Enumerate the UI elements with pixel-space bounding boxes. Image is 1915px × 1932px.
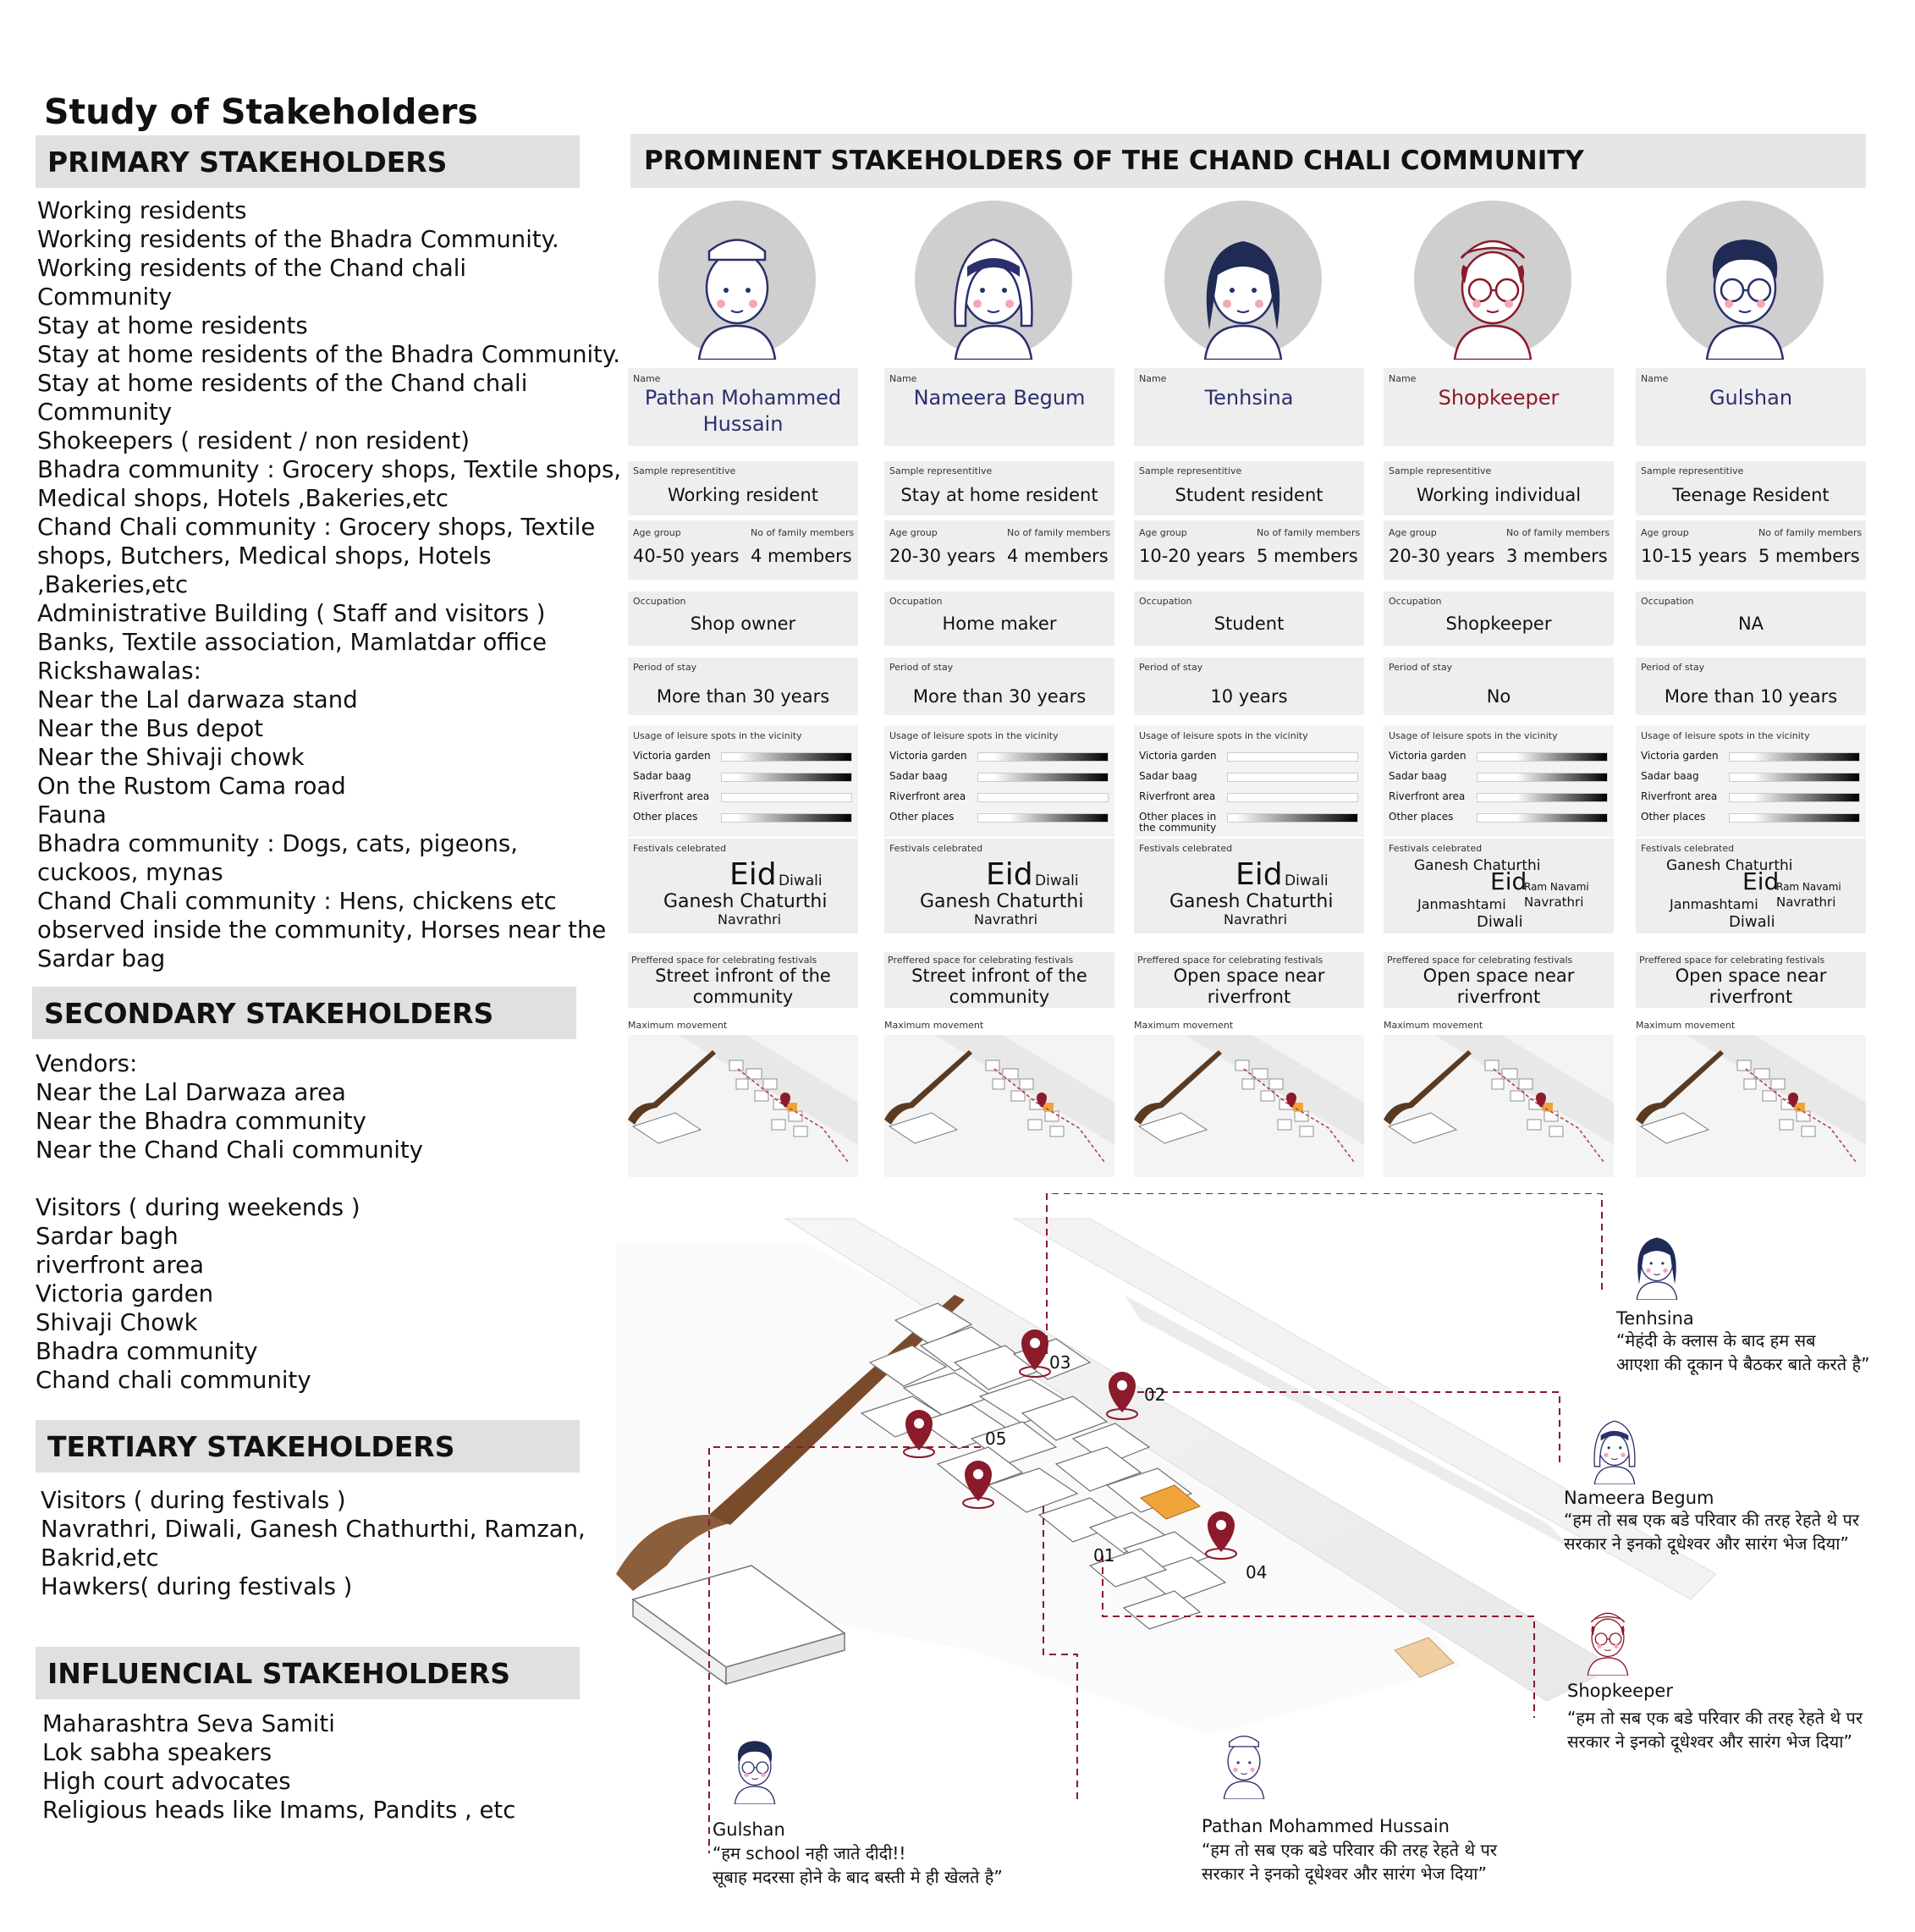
movement-map (628, 1035, 858, 1177)
festival-ganesh: Ganesh Chaturthi (1414, 857, 1541, 874)
movement-map (1134, 1035, 1364, 1177)
stakeholder-name: Tenhsina (1204, 386, 1294, 410)
leisure-label: Other places in the community (1139, 811, 1217, 834)
tertiary-line: Navrathri, Diwali, Ganesh Chathurthi, Ramzan, (41, 1516, 586, 1543)
leisure-bar (721, 752, 852, 762)
pref-box (628, 952, 858, 1008)
movement-label: Maximum movement (1636, 1020, 1736, 1031)
leisure-title: Usage of leisure spots in the vicinity (1389, 730, 1558, 741)
leisure-label: Victoria garden (1389, 750, 1467, 762)
leisure-bar (1227, 813, 1358, 823)
secondary-line: Chand chali community (36, 1367, 311, 1394)
festival-diwali: Diwali (1477, 913, 1523, 931)
period-label: Period of stay (633, 662, 697, 673)
gulshan-avatar (713, 1720, 790, 1811)
secondary-line: Near the Chand Chali community (36, 1137, 423, 1164)
festival-diwali: Diwali (779, 872, 823, 889)
primary-line: Community (37, 283, 173, 311)
leisure-bar (1729, 813, 1860, 823)
quote-tenhsina: “मेहंदी के क्लास के बाद हम सब आएशा की दूकान पे बैठकर बाते करते है” (1616, 1330, 1870, 1374)
leisure-label: Other places (1389, 811, 1454, 823)
influencial-line: Maharashtra Seva Samiti (42, 1710, 335, 1737)
leisure-bar (721, 793, 852, 802)
family-value: 5 members (1758, 546, 1860, 566)
tertiary-line: Hawkers( during festivals ) (41, 1573, 353, 1600)
sample-box (1636, 461, 1866, 515)
quote-name-gulshan: Gulshan (713, 1819, 785, 1840)
festival-navrathri: Navrathri (1776, 894, 1836, 910)
festivals-box (628, 839, 858, 933)
leisure-label: Sadar baag (633, 770, 691, 782)
festival-eid: Eid (1235, 857, 1283, 892)
primary-line: Banks, Textile association, Mamlatdar office (37, 629, 547, 656)
primary-line: Near the Lal darwaza stand (37, 686, 358, 713)
quote-name-nameera: Nameera Begum (1564, 1488, 1714, 1508)
pathan-avatar (657, 199, 817, 360)
primary-line: cuckoos, mynas (37, 859, 223, 886)
shopkeeper-avatar (1412, 199, 1573, 360)
family-value: 4 members (751, 546, 852, 566)
leisure-label: Victoria garden (1641, 750, 1719, 762)
festivals-label: Festivals celebrated (889, 843, 983, 854)
marker-label-02: 02 (1144, 1384, 1166, 1405)
leisure-label: Riverfront area (1389, 790, 1466, 802)
quote-pathan: “हम तो सब एक बडे परिवार की तरह रेहते थे पर सरकार ने इनको दूधेश्वर और सारंग भेज दिया” (1202, 1840, 1498, 1884)
festival-navrathri: Navrathri (974, 911, 1038, 927)
secondary-line: Vendors: (36, 1050, 138, 1077)
sample-box (884, 461, 1114, 515)
family-value: 5 members (1257, 546, 1358, 566)
primary-line: Fauna (37, 801, 107, 828)
period-value: 10 years (1210, 686, 1288, 707)
leisure-box (1636, 725, 1866, 837)
age-label: Age group (1139, 527, 1187, 538)
sample-label: Sample representitive (633, 465, 736, 476)
festival-ganesh: Ganesh Chaturthi (663, 891, 828, 912)
influencial-heading: INFLUENCIAL STAKEHOLDERS (36, 1647, 580, 1699)
leisure-bar (1729, 793, 1860, 802)
primary-line: Bhadra community : Grocery shops, Textile shops, (37, 456, 622, 483)
sample-box (1134, 461, 1364, 515)
primary-line: Near the Shivaji chowk (37, 744, 305, 771)
secondary-line: riverfront area (36, 1252, 204, 1279)
period-label: Period of stay (1139, 662, 1203, 673)
period-label: Period of stay (1389, 662, 1453, 673)
leisure-box (1384, 725, 1614, 837)
secondary-line: Visitors ( during weekends ) (36, 1194, 360, 1221)
sample-value: Working individual (1416, 485, 1582, 505)
age-value: 20-30 years (889, 546, 996, 566)
period-label: Period of stay (1641, 662, 1705, 673)
primary-line: Sardar bag (37, 945, 166, 972)
marker-label-01: 01 (1093, 1545, 1115, 1566)
gulshan-avatar (1665, 199, 1825, 360)
secondary-line: Near the Lal Darwaza area (36, 1079, 346, 1106)
quote-shopkeeper: “हम तो सब एक बडे परिवार की तरह रेहते थे पर सरकार ने इनको दूधेश्वर और सारंग भेज दिया” (1567, 1708, 1863, 1752)
sample-box (628, 461, 858, 515)
marker-label-03: 03 (1049, 1352, 1071, 1373)
primary-line: Chand Chali community : Grocery shops, Textile (37, 514, 596, 541)
movement-label: Maximum movement (1384, 1020, 1483, 1031)
primary-line: Stay at home residents of the Chand chali (37, 370, 528, 397)
influencial-line: Religious heads like Imams, Pandits , etc (42, 1797, 516, 1824)
family-label: No of family members (1506, 527, 1610, 538)
name-box (1384, 368, 1614, 446)
primary-line: On the Rustom Cama road (37, 773, 346, 800)
movement-map (884, 1035, 1114, 1177)
sample-label: Sample representitive (889, 465, 993, 476)
pref-box (1384, 952, 1614, 1008)
festivals-box (884, 839, 1114, 933)
leisure-title: Usage of leisure spots in the vicinity (633, 730, 802, 741)
leisure-title: Usage of leisure spots in the vicinity (889, 730, 1059, 741)
movement-map (1384, 1035, 1614, 1177)
influencial-line: Lok sabha speakers (42, 1739, 272, 1766)
festival-ram-navami: Ram Navami (1524, 881, 1589, 893)
occupation-box (1384, 592, 1614, 646)
movement-label: Maximum movement (628, 1020, 728, 1031)
occupation-label: Occupation (1389, 596, 1442, 607)
primary-line: Stay at home residents (37, 312, 308, 339)
nameera-avatar (1572, 1400, 1650, 1494)
festival-eid: Eid (729, 857, 777, 892)
period-box (628, 658, 858, 715)
occupation-box (884, 592, 1114, 646)
family-value: 3 members (1506, 546, 1608, 566)
occupation-label: Occupation (1641, 596, 1694, 607)
leisure-bar (977, 752, 1109, 762)
sample-value: Student resident (1175, 485, 1323, 505)
quote-gulshan: “हम school नही जाते दीदी!! सूबाह मदरसा होने के बाद बस्ती मे ही खेलते है” (713, 1843, 1003, 1887)
primary-line: Shokeepers ( resident / non resident) (37, 427, 470, 454)
period-value: No (1486, 686, 1511, 707)
age-family-box (1134, 520, 1364, 580)
sample-box (1384, 461, 1614, 515)
secondary-line: Bhadra community (36, 1338, 258, 1365)
age-value: 10-15 years (1641, 546, 1747, 566)
leisure-bar (1477, 773, 1608, 782)
period-value: More than 30 years (912, 686, 1087, 707)
leisure-bar (721, 813, 852, 823)
primary-line: Stay at home residents of the Bhadra Community. (37, 341, 621, 368)
festivals-label: Festivals celebrated (1641, 843, 1735, 854)
primary-line: Community (37, 399, 173, 426)
tenhsina-avatar (1615, 1215, 1682, 1303)
occupation-box (1134, 592, 1364, 646)
age-value: 40-50 years (633, 546, 740, 566)
primary-line: Working residents of the Bhadra Community. (37, 226, 559, 253)
primary-line: Working residents (37, 197, 247, 224)
period-value: More than 10 years (1664, 686, 1838, 707)
primary-heading: PRIMARY STAKEHOLDERS (36, 135, 580, 188)
festival-ram-navami: Ram Navami (1776, 881, 1841, 893)
primary-line: observed inside the community, Horses near the (37, 916, 607, 944)
occupation-box (628, 592, 858, 646)
pref-value: Street infront of the community (911, 966, 1087, 1007)
movement-label: Maximum movement (1134, 1020, 1234, 1031)
festival-janmashtami: Janmashtami (1670, 896, 1758, 912)
pref-box (1134, 952, 1364, 1008)
shopkeeper-avatar (1566, 1591, 1643, 1676)
primary-line: Rickshawalas: (37, 658, 201, 685)
leisure-label: Sadar baag (889, 770, 948, 782)
leisure-bar (1227, 793, 1358, 802)
quote-name-pathan: Pathan Mohammed Hussain (1202, 1816, 1450, 1836)
marker-label-05: 05 (985, 1428, 1007, 1449)
pref-label: Preffered space for celebrating festivals (1639, 955, 1825, 966)
pref-label: Preffered space for celebrating festivals (1387, 955, 1573, 966)
period-box (1134, 658, 1364, 715)
age-label: Age group (633, 527, 681, 538)
quote-nameera: “हम तो सब एक बडे परिवार की तरह रेहते थे पर सरकार ने इनको दूधेश्वर और सारंग भेज दिया” (1564, 1510, 1860, 1554)
nameera-avatar (913, 199, 1074, 360)
festival-ganesh: Ganesh Chaturthi (920, 891, 1084, 912)
festival-navrathri: Navrathri (718, 911, 782, 927)
leisure-bar (1477, 793, 1608, 802)
age-family-box (628, 520, 858, 580)
pref-label: Preffered space for celebrating festivals (888, 955, 1074, 966)
leisure-bar (721, 773, 852, 782)
occupation-value: Shop owner (690, 614, 796, 634)
sample-label: Sample representitive (1139, 465, 1242, 476)
name-box (1134, 368, 1364, 446)
leisure-label: Victoria garden (1139, 750, 1217, 762)
secondary-line: Shivaji Chowk (36, 1309, 198, 1336)
stakeholder-name: Nameera Begum (913, 386, 1086, 410)
leisure-bar (1227, 752, 1358, 762)
leisure-title: Usage of leisure spots in the vicinity (1139, 730, 1308, 741)
name-box (884, 368, 1114, 446)
family-label: No of family members (1257, 527, 1361, 538)
marker-label-04: 04 (1246, 1562, 1268, 1582)
leisure-label: Victoria garden (889, 750, 967, 762)
leisure-box (628, 725, 858, 837)
leisure-label: Riverfront area (633, 790, 710, 802)
leisure-bar (977, 773, 1109, 782)
stakeholder-name: Gulshan (1709, 386, 1793, 410)
age-family-box (884, 520, 1114, 580)
primary-line: Near the Bus depot (37, 715, 264, 742)
leisure-label: Sadar baag (1641, 770, 1699, 782)
secondary-line (36, 1164, 423, 1193)
leisure-bar (1729, 752, 1860, 762)
festivals-box (1384, 839, 1614, 933)
period-value: More than 30 years (656, 686, 830, 707)
sample-label: Sample representitive (1641, 465, 1744, 476)
influencial-list (42, 1709, 515, 1825)
sample-value: Stay at home resident (900, 485, 1098, 505)
festival-ganesh: Ganesh Chaturthi (1666, 857, 1793, 874)
sample-label: Sample representitive (1389, 465, 1492, 476)
age-label: Age group (889, 527, 938, 538)
tertiary-line: Bakrid,etc (41, 1544, 159, 1571)
festival-eid: Eid (1742, 867, 1780, 895)
name-label: Name (889, 373, 917, 384)
primary-line: Chand Chali community : Hens, chickens etc (37, 888, 557, 915)
occupation-label: Occupation (633, 596, 686, 607)
festivals-box (1636, 839, 1866, 933)
movement-label: Maximum movement (884, 1020, 984, 1031)
quote-name-shopkeeper: Shopkeeper (1567, 1681, 1673, 1701)
pref-value: Open space near riverfront (1675, 966, 1827, 1007)
secondary-line: Victoria garden (36, 1280, 214, 1307)
leisure-box (1134, 725, 1364, 837)
festival-diwali: Diwali (1285, 872, 1329, 889)
prominent-heading: PROMINENT STAKEHOLDERS OF THE CHAND CHALI COMMUNITY (630, 134, 1866, 188)
family-value: 4 members (1007, 546, 1109, 566)
pref-box (1636, 952, 1866, 1008)
quote-name-tenhsina: Tenhsina (1616, 1308, 1694, 1329)
pref-box (884, 952, 1114, 1008)
leisure-bar (1477, 813, 1608, 823)
pref-label: Preffered space for celebrating festivals (1137, 955, 1323, 966)
period-label: Period of stay (889, 662, 954, 673)
age-label: Age group (1389, 527, 1437, 538)
leisure-label: Sadar baag (1389, 770, 1447, 782)
age-family-box (1384, 520, 1614, 580)
age-label: Age group (1641, 527, 1689, 538)
primary-line: Bhadra community : Dogs, cats, pigeons, (37, 830, 518, 857)
tertiary-line: Visitors ( during festivals ) (41, 1487, 346, 1514)
leisure-label: Other places (633, 811, 698, 823)
page-title: Study of Stakeholders (44, 91, 478, 132)
sample-value: Teenage Resident (1672, 485, 1830, 505)
movement-map (1636, 1035, 1866, 1177)
leisure-label: Sadar baag (1139, 770, 1197, 782)
name-label: Name (1139, 373, 1167, 384)
tenhsina-avatar (1163, 199, 1323, 360)
secondary-line: Sardar bagh (36, 1223, 179, 1250)
secondary-heading: SECONDARY STAKEHOLDERS (32, 987, 576, 1039)
primary-line: Medical shops, Hotels ,Bakeries,etc (37, 485, 448, 512)
leisure-bar (977, 793, 1109, 802)
name-box (1636, 368, 1866, 446)
occupation-label: Occupation (1139, 596, 1192, 607)
pref-value: Street infront of the community (655, 966, 831, 1007)
occupation-value: NA (1737, 614, 1764, 634)
leisure-label: Riverfront area (889, 790, 966, 802)
festival-ganesh: Ganesh Chaturthi (1169, 891, 1334, 912)
age-value: 10-20 years (1139, 546, 1246, 566)
pathan-avatar (1202, 1715, 1273, 1808)
festival-eid: Eid (986, 857, 1033, 892)
occupation-box (1636, 592, 1866, 646)
period-box (1384, 658, 1614, 715)
stakeholder-name: Shopkeeper (1438, 386, 1560, 410)
festival-janmashtami: Janmashtami (1417, 896, 1506, 912)
family-label: No of family members (751, 527, 855, 538)
festival-diwali: Diwali (1035, 872, 1079, 889)
occupation-value: Home maker (942, 614, 1057, 634)
primary-line: ,Bakeries,etc (37, 571, 189, 598)
primary-list (37, 196, 621, 973)
period-box (884, 658, 1114, 715)
name-box (628, 368, 858, 446)
festival-navrathri: Navrathri (1224, 911, 1288, 927)
leisure-bar (977, 813, 1109, 823)
leisure-label: Victoria garden (633, 750, 711, 762)
leisure-box (884, 725, 1114, 837)
leisure-bar (1729, 773, 1860, 782)
name-label: Name (633, 373, 661, 384)
pref-value: Open space near riverfront (1422, 966, 1575, 1007)
festivals-box (1134, 839, 1364, 933)
primary-line: Administrative Building ( Staff and visitors ) (37, 600, 546, 627)
leisure-label: Other places (889, 811, 955, 823)
occupation-value: Student (1213, 614, 1285, 634)
pref-value: Open space near riverfront (1173, 966, 1325, 1007)
primary-line: shops, Butchers, Medical shops, Hotels (37, 542, 492, 570)
family-label: No of family members (1007, 527, 1111, 538)
stakeholder-name: Pathan Mohammed Hussain (644, 386, 842, 436)
sample-value: Working resident (668, 485, 818, 505)
secondary-list (36, 1049, 423, 1395)
period-box (1636, 658, 1866, 715)
leisure-bar (1227, 773, 1358, 782)
name-label: Name (1389, 373, 1417, 384)
community-map (616, 1193, 1911, 1921)
occupation-label: Occupation (889, 596, 943, 607)
age-value: 20-30 years (1389, 546, 1495, 566)
festivals-label: Festivals celebrated (1389, 843, 1483, 854)
festival-eid: Eid (1490, 867, 1527, 895)
leisure-bar (1477, 752, 1608, 762)
festival-navrathri: Navrathri (1524, 894, 1584, 910)
leisure-label: Riverfront area (1139, 790, 1216, 802)
pref-label: Preffered space for celebrating festivals (631, 955, 817, 966)
leisure-title: Usage of leisure spots in the vicinity (1641, 730, 1810, 741)
age-family-box (1636, 520, 1866, 580)
leisure-label: Riverfront area (1641, 790, 1718, 802)
occupation-value: Shopkeeper (1445, 614, 1552, 634)
primary-line: Working residents of the Chand chali (37, 255, 467, 282)
family-label: No of family members (1758, 527, 1863, 538)
secondary-line: Near the Bhadra community (36, 1108, 366, 1135)
influencial-line: High court advocates (42, 1768, 291, 1795)
name-label: Name (1641, 373, 1669, 384)
leisure-label: Other places (1641, 811, 1706, 823)
festivals-label: Festivals celebrated (1139, 843, 1233, 854)
festival-diwali: Diwali (1729, 913, 1775, 931)
festivals-label: Festivals celebrated (633, 843, 727, 854)
tertiary-list (41, 1486, 586, 1601)
tertiary-heading: TERTIARY STAKEHOLDERS (36, 1420, 580, 1472)
